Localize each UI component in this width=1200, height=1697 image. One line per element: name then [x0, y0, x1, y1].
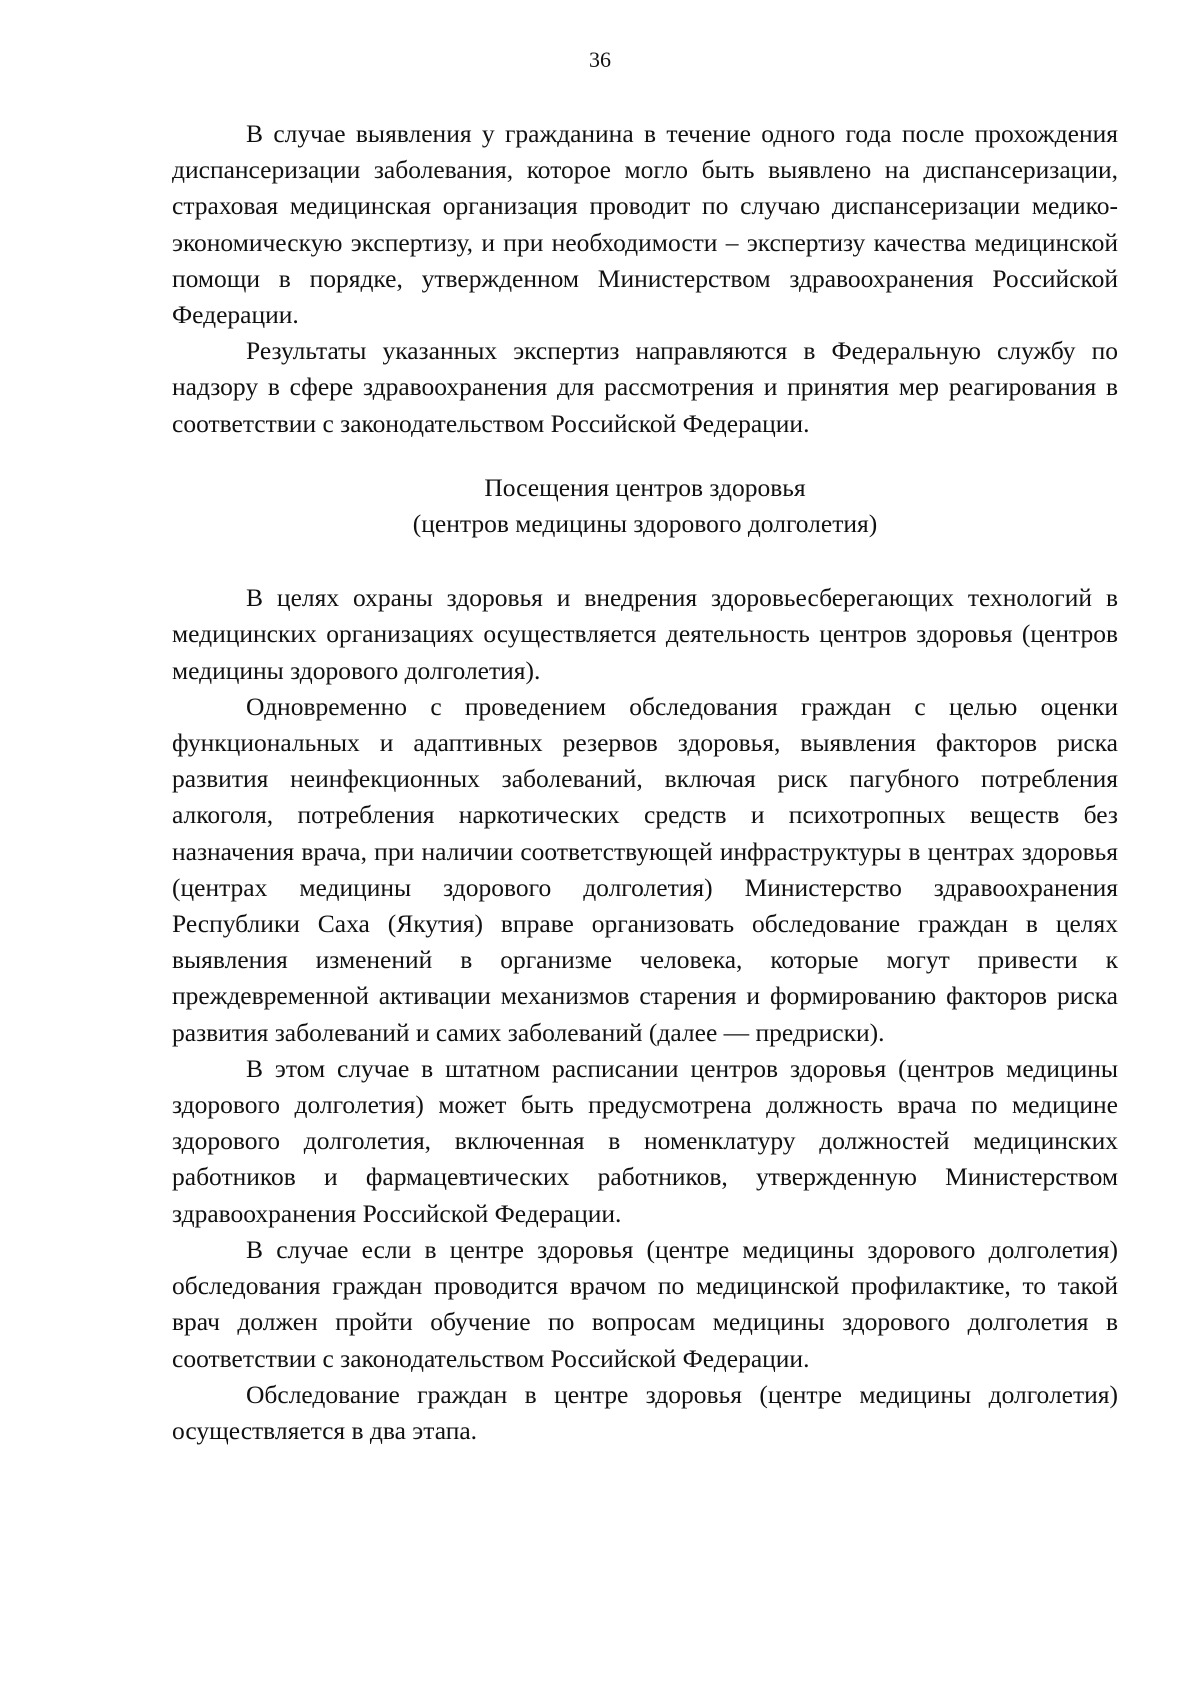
document-body [172, 116, 1118, 1449]
paragraph-health-centers-purpose: В целях охраны здоровья и внедрения здоровьесберегающих технологий в медицинских организациях осуществляется деятельность центров здоровья (центров медицины здорового долголетия). [172, 583, 1118, 685]
section-heading-line-1: Посещения центров здоровья [484, 472, 806, 502]
paragraph-prevention-doctor-training: В случае если в центре здоровья (центре медицины здорового долголетия) обследования граждан проводится врачом по медицинской профилактике, то такой врач должен пройти обучение по вопросам медицины здорового долголетия в соответствии с законодательством Российской Федерации. [172, 1234, 1118, 1373]
paragraph-examination-predrisks: Одновременно с проведением обследования граждан с целью оценки функциональных и адаптивных резервов здоровья, выявления факторов риска развития неинфекционных заболеваний, включая риск пагубного потребления алкоголя, потребления наркотических средств и психотропных веществ без назначения врача, при наличии соответствующей инфраструктуры в центрах здоровья (центрах медицины здорового долголетия) Министерство здравоохранения Республики Саха (Якутия) вправе организовать обследование граждан в целях выявления изменений в организме человека, которые могут привести к преждевременной активации механизмов старения и формированию факторов риска развития заболеваний и самих заболеваний (далее — предриски). [172, 691, 1118, 1047]
paragraph-two-stage-examination: Обследование граждан в центре здоровья (центре медицины долголетия) осуществляется в два этапа. [172, 1379, 1118, 1445]
section-heading-line-2: (центров медицины здорового долголетия) [412, 509, 878, 539]
paragraph-expertise-after-screening: В случае выявления у гражданина в течение одного года после прохождения диспансеризации заболевания, которое могло быть выявлено на диспансеризации, страховая медицинская организация проводит по случаю диспансеризации медико-экономическую экспертизу, и при необходимости – экспертизу качества медицинской помощи в порядке, утвержденном Министерством здравоохранения Российской Федерации. [172, 119, 1118, 330]
spacer [172, 542, 1118, 580]
page-number: 36 [589, 47, 611, 72]
paragraph-expertise-results: Результаты указанных экспертиз направляются в Федеральную службу по надзору в сфере здравоохранения для рассмотрения и принятия мер реагирования в соответствии с законодательством Российской Федерации. [172, 336, 1118, 438]
spacer [172, 442, 1118, 470]
paragraph-longevity-doctor-position: В этом случае в штатном расписании центров здоровья (центров медицины здорового долголетия) может быть предусмотрена должность врача по медицине здорового долголетия, включенная в номенклатуру должностей медицинских работников и фармацевтических работников, утвержденную Министерством здравоохранения Российской Федерации. [172, 1053, 1118, 1228]
